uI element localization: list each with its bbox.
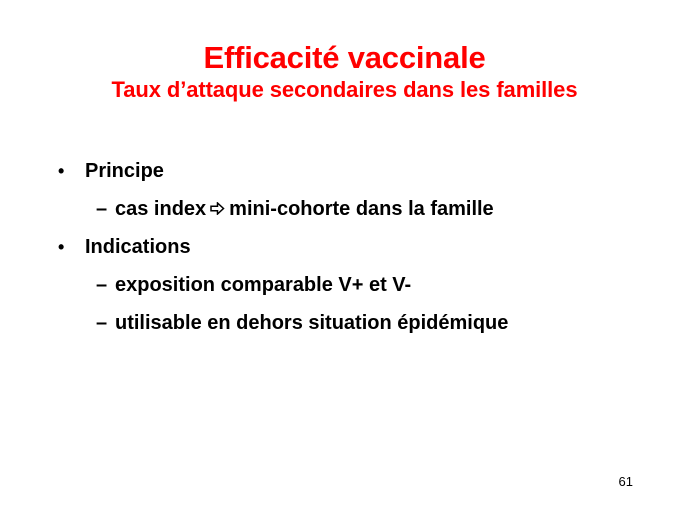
sub-item-text-before: cas index [115,198,207,220]
sub-item-utilisable [58,304,658,342]
sub-item-text [115,190,494,228]
dash-marker: – [96,312,108,334]
bullet-list [58,152,658,342]
bullet-marker: • [58,237,65,257]
page-number: 61 [618,474,633,489]
bullet-text: Indications [85,236,191,258]
sub-item-cas-index [58,190,658,228]
bullet-text: Principe [85,160,164,182]
bullet-item-indications [58,228,658,266]
title-block [0,40,689,104]
sub-item-text: exposition comparable V+ et V- [115,274,412,296]
slide-title: Efficacité vaccinale [203,40,486,75]
sub-item-text: utilisable en dehors situation épidémique [115,312,509,334]
bullet-marker: • [58,161,65,181]
sub-item-text-after: mini-cohorte dans la famille [229,198,494,220]
bullet-item-principe [58,152,658,190]
slide-subtitle: Taux d’attaque secondaires dans les familles [111,77,578,102]
hollow-right-arrow-icon [210,202,225,215]
dash-marker: – [96,198,108,220]
dash-marker: – [96,274,108,296]
sub-item-exposition [58,266,658,304]
